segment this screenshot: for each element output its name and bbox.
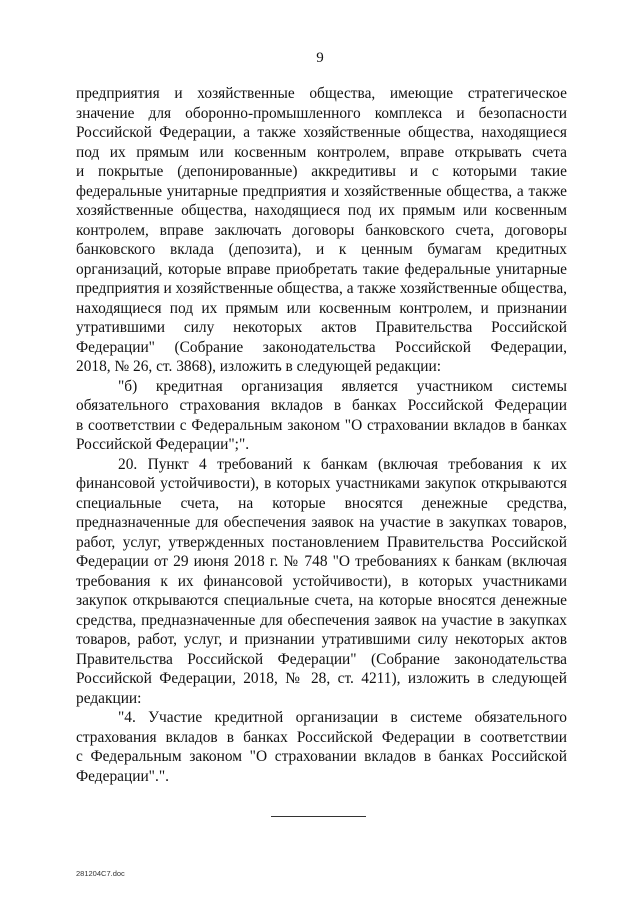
text-line: в соответствии с Федеральным законом "О страховании вкладов в банках — [76, 416, 567, 434]
text-line: обязательного страхования вкладов в банках Российской Федерации — [76, 397, 567, 414]
text-line: с Федеральным законом "О страховании вкладов в банках Российской — [76, 748, 567, 765]
text-line: Федерации".". — [76, 767, 169, 785]
text-line: предназначенные для обеспечения заявок на участие в закупках товаров, — [76, 514, 567, 531]
text-line: финансовой устойчивости), в которых участниками закупок открываются — [76, 475, 567, 492]
text-line: предприятия и хозяйственные общества, имеющие стратегическое — [76, 85, 567, 102]
file-name-footer: 281204C7.doc — [76, 869, 125, 878]
text-line: и покрытые (депонированные) аккредитивы и с которыми такие — [76, 163, 567, 180]
text-line: "б) кредитная организация является участником системы — [118, 377, 567, 395]
text-line: федеральные унитарные предприятия и хозяйственные общества, а также — [76, 182, 567, 200]
text-line: Российской Федерации, а также хозяйственные общества, находящиеся — [76, 124, 567, 141]
text-line: специальные счета, на которые вносятся денежные средства, — [76, 494, 567, 512]
page-number: 9 — [316, 50, 324, 66]
text-line: утратившими силу некоторых актов Правительства Российской — [76, 319, 567, 336]
text-line: под их прямым или косвенным контролем, вправе открывать счета — [76, 143, 567, 161]
text-line: хозяйственные общества, находящиеся под их прямым или косвенным — [76, 202, 567, 219]
document-body — [76, 84, 567, 786]
text-line: средства, предназначенные для обеспечения заявок на участие в закупках — [76, 611, 567, 629]
text-line: требования к их финансовой устойчивости), в которых участниками — [76, 572, 567, 590]
paragraph — [76, 377, 567, 455]
text-line: находящиеся под их прямым или косвенным контролем, и признании — [76, 299, 567, 317]
text-line: значение для оборонно-промышленного комплекса и безопасности — [76, 104, 567, 122]
text-line: закупок открываются специальные счета, на которые вносятся денежные — [76, 592, 567, 609]
text-line: Федерации от 29 июня 2018 г. № 748 "О требованиях к банкам (включая — [76, 553, 567, 570]
closing-divider — [271, 816, 366, 817]
text-line: Российской Федерации";". — [76, 436, 250, 453]
text-line: контролем, вправе заключать договоры банковского счета, договоры — [76, 221, 567, 239]
text-line: 2018, № 26, ст. 3868), изложить в следующей редакции: — [76, 358, 442, 375]
text-line: предприятия и хозяйственные общества, а также хозяйственные общества, — [76, 280, 567, 297]
text-line: организаций, которые вправе приобретать такие федеральные унитарные — [76, 260, 567, 278]
text-line: работ, услуг, утвержденных постановлением Правительства Российской — [76, 533, 567, 551]
text-line: редакции: — [76, 689, 142, 707]
text-line: Российской Федерации, 2018, № 28, ст. 4211), изложить в следующей — [76, 670, 567, 687]
text-line: Правительства Российской Федерации" (Собрание законодательства — [76, 650, 567, 668]
text-line: "4. Участие кредитной организации в системе обязательного — [118, 709, 567, 726]
text-line: Федерации" (Собрание законодательства Российской Федерации, — [76, 338, 567, 356]
paragraph — [76, 84, 567, 377]
text-line: банковского вклада (депозита), и к ценным бумагам кредитных — [76, 241, 567, 258]
text-line: 20. Пункт 4 требований к банкам (включая требования к их — [118, 455, 567, 473]
paragraph — [76, 708, 567, 786]
paragraph — [76, 455, 567, 709]
text-line: страхования вкладов в банках Российской Федерации в соответствии — [76, 728, 567, 746]
text-line: товаров, работ, услуг, и признании утратившими силу некоторых актов — [76, 631, 567, 648]
